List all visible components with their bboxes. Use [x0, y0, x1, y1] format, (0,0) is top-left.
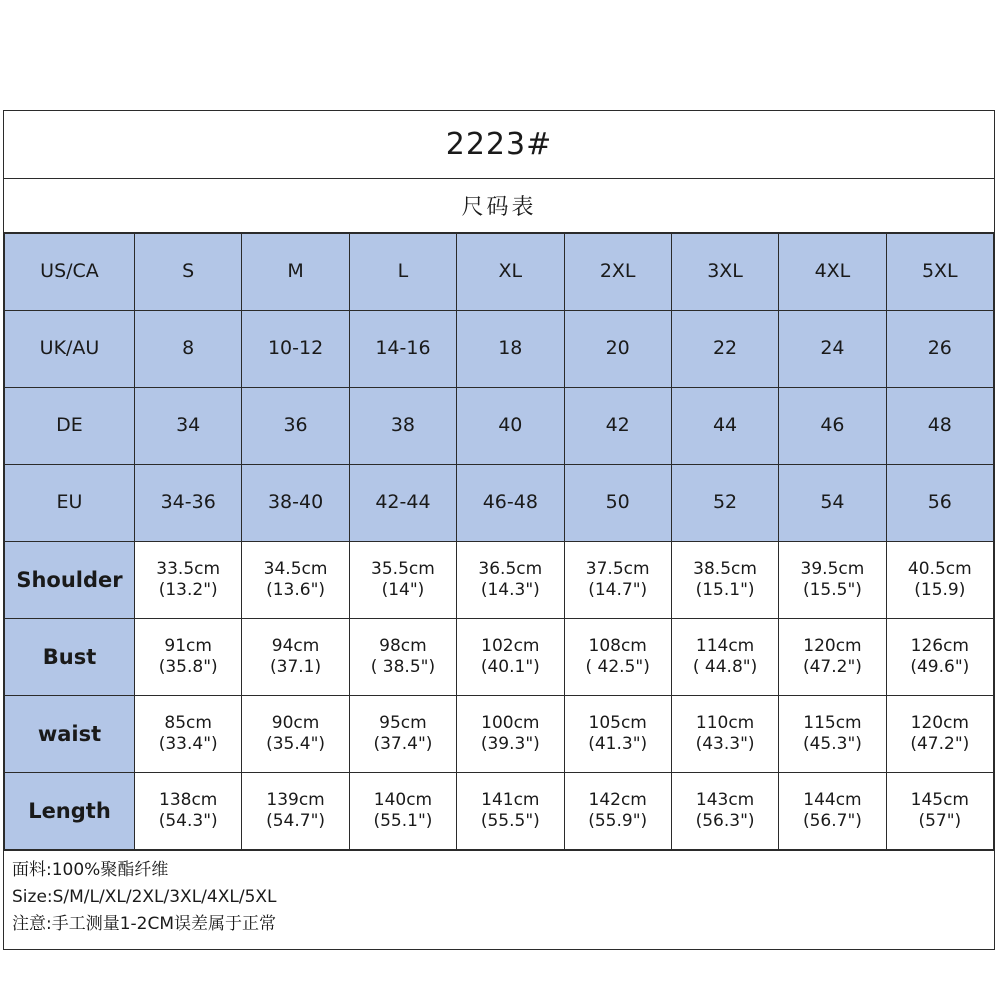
value-cm: 34.5cm — [263, 558, 328, 579]
cell-length-6 — [779, 773, 886, 850]
cell-ukau-0: 8 — [135, 311, 242, 388]
table-row-shoulder — [5, 542, 994, 619]
cell-de-0: 34 — [135, 388, 242, 465]
value-cm: 33.5cm — [156, 558, 221, 579]
cell-shoulder-6 — [779, 542, 886, 619]
row-label-usca: US/CA — [5, 234, 135, 311]
cell-de-3: 40 — [457, 388, 564, 465]
value-inch: (43.3") — [695, 734, 755, 754]
cell-de-5: 44 — [671, 388, 778, 465]
value-inch: (14") — [381, 580, 425, 600]
cell-bust-4 — [564, 619, 671, 696]
cell-usca-2: L — [349, 234, 456, 311]
cell-usca-7: 5XL — [886, 234, 993, 311]
cell-eu-5: 52 — [671, 465, 778, 542]
row-label-de: DE — [5, 388, 135, 465]
cell-de-4: 42 — [564, 388, 671, 465]
cell-shoulder-5 — [671, 542, 778, 619]
table-row-length — [5, 773, 994, 850]
table-row-bust — [5, 619, 994, 696]
cell-length-5 — [671, 773, 778, 850]
value-cm: 114cm — [695, 635, 755, 656]
cell-de-1: 36 — [242, 388, 349, 465]
note-fabric: 面料:100%聚酯纤维 — [12, 860, 169, 880]
cell-usca-3: XL — [457, 234, 564, 311]
value-inch: (15.5") — [802, 580, 862, 600]
cell-waist-7 — [886, 696, 993, 773]
value-cm: 139cm — [266, 789, 325, 810]
cell-shoulder-4 — [564, 542, 671, 619]
cell-length-1 — [242, 773, 349, 850]
cell-waist-6 — [779, 696, 886, 773]
cell-length-0 — [135, 773, 242, 850]
value-cm: 85cm — [164, 712, 212, 733]
cell-eu-2: 42-44 — [349, 465, 456, 542]
value-inch: (37.1) — [270, 657, 322, 677]
value-cm: 126cm — [910, 635, 969, 656]
note-measurement-tolerance: 注意:手工测量1-2CM误差属于正常 — [12, 914, 277, 935]
value-inch: ( 38.5") — [370, 657, 436, 677]
cell-waist-1 — [242, 696, 349, 773]
cell-usca-4: 2XL — [564, 234, 671, 311]
cell-usca-0: S — [135, 234, 242, 311]
value-inch: (55.9") — [588, 811, 648, 831]
value-cm: 144cm — [803, 789, 862, 810]
cell-ukau-7: 26 — [886, 311, 993, 388]
size-table — [4, 233, 994, 850]
value-inch: (49.6") — [910, 657, 970, 677]
cell-length-4 — [564, 773, 671, 850]
value-inch: (14.7") — [588, 580, 648, 600]
cell-eu-6: 54 — [779, 465, 886, 542]
value-inch: (15.1") — [695, 580, 755, 600]
value-inch: (54.7") — [266, 811, 326, 831]
cell-bust-5 — [671, 619, 778, 696]
value-inch: ( 42.5") — [585, 657, 650, 677]
cell-waist-2 — [349, 696, 456, 773]
row-label-bust: Bust — [5, 619, 135, 696]
value-cm: 140cm — [373, 789, 433, 810]
cell-eu-1: 38-40 — [242, 465, 349, 542]
cell-shoulder-7 — [886, 542, 993, 619]
table-row-waist — [5, 696, 994, 773]
cell-waist-0 — [135, 696, 242, 773]
row-label-ukau: UK/AU — [5, 311, 135, 388]
cell-de-6: 46 — [779, 388, 886, 465]
value-inch: (45.3") — [802, 734, 862, 754]
cell-bust-2 — [349, 619, 456, 696]
value-cm: 98cm — [379, 635, 427, 656]
table-row-de — [5, 388, 994, 465]
value-cm: 108cm — [588, 635, 647, 656]
value-inch: (57") — [918, 811, 962, 831]
value-inch: (55.1") — [373, 811, 433, 831]
value-cm: 38.5cm — [693, 558, 757, 579]
cell-usca-6: 4XL — [779, 234, 886, 311]
cell-waist-3 — [457, 696, 564, 773]
cell-bust-3 — [457, 619, 564, 696]
value-cm: 105cm — [588, 712, 647, 733]
value-inch: (35.4") — [266, 734, 326, 754]
value-inch: (33.4") — [158, 734, 218, 754]
cell-ukau-6: 24 — [779, 311, 886, 388]
value-cm: 141cm — [481, 789, 540, 810]
cell-ukau-2: 14-16 — [349, 311, 456, 388]
value-cm: 143cm — [695, 789, 755, 810]
value-cm: 145cm — [910, 789, 969, 810]
value-cm: 115cm — [803, 712, 862, 733]
value-inch: (13.6") — [266, 580, 326, 600]
cell-eu-7: 56 — [886, 465, 993, 542]
cell-shoulder-1 — [242, 542, 349, 619]
cell-ukau-5: 22 — [671, 311, 778, 388]
document-subtitle-row — [4, 179, 994, 233]
cell-usca-5: 3XL — [671, 234, 778, 311]
cell-ukau-1: 10-12 — [242, 311, 349, 388]
table-row-usca — [5, 234, 994, 311]
note-sizes: Size:S/M/L/XL/2XL/3XL/4XL/5XL — [12, 887, 277, 908]
value-cm: 138cm — [159, 789, 218, 810]
row-label-length: Length — [5, 773, 135, 850]
footer-notes — [4, 850, 994, 949]
cell-bust-0 — [135, 619, 242, 696]
value-cm: 110cm — [695, 712, 755, 733]
cell-ukau-4: 20 — [564, 311, 671, 388]
cell-waist-4 — [564, 696, 671, 773]
page-subtitle: 尺码表 — [461, 195, 537, 220]
cell-eu-0: 34-36 — [135, 465, 242, 542]
table-row-eu — [5, 465, 994, 542]
cell-length-2 — [349, 773, 456, 850]
cell-shoulder-3 — [457, 542, 564, 619]
row-label-waist: waist — [5, 696, 135, 773]
cell-shoulder-2 — [349, 542, 456, 619]
value-inch: (54.3") — [158, 811, 218, 831]
cell-de-2: 38 — [349, 388, 456, 465]
value-inch: (37.4") — [373, 734, 433, 754]
value-inch: (39.3") — [480, 734, 540, 754]
value-cm: 91cm — [164, 635, 212, 656]
cell-shoulder-0 — [135, 542, 242, 619]
cell-length-3 — [457, 773, 564, 850]
value-inch: (41.3") — [588, 734, 648, 754]
value-inch: (56.3") — [695, 811, 755, 831]
cell-ukau-3: 18 — [457, 311, 564, 388]
row-label-shoulder: Shoulder — [5, 542, 135, 619]
cell-bust-6 — [779, 619, 886, 696]
value-cm: 90cm — [271, 712, 320, 733]
value-inch: (47.2") — [802, 657, 862, 677]
value-inch: (56.7") — [802, 811, 862, 831]
value-cm: 120cm — [803, 635, 862, 656]
value-cm: 35.5cm — [371, 558, 435, 579]
value-inch: ( 44.8") — [692, 657, 758, 677]
value-inch: (55.5") — [480, 811, 540, 831]
page-title: 2223# — [445, 127, 553, 162]
size-chart-sheet — [3, 110, 995, 950]
value-cm: 36.5cm — [478, 558, 543, 579]
document-title-row — [4, 111, 994, 179]
value-inch: (14.3") — [480, 580, 540, 600]
value-inch: (47.2") — [910, 734, 970, 754]
value-cm: 100cm — [481, 712, 540, 733]
cell-bust-7 — [886, 619, 993, 696]
value-cm: 39.5cm — [800, 558, 865, 579]
value-inch: (15.9) — [914, 580, 966, 600]
value-cm: 102cm — [481, 635, 540, 656]
table-row-ukau — [5, 311, 994, 388]
value-cm: 94cm — [271, 635, 320, 656]
value-cm: 142cm — [588, 789, 647, 810]
row-label-eu: EU — [5, 465, 135, 542]
cell-de-7: 48 — [886, 388, 993, 465]
value-cm: 120cm — [910, 712, 969, 733]
cell-length-7 — [886, 773, 993, 850]
value-inch: (40.1") — [480, 657, 540, 677]
cell-bust-1 — [242, 619, 349, 696]
value-inch: (13.2") — [158, 580, 218, 600]
value-inch: (35.8") — [158, 657, 218, 677]
cell-eu-3: 46-48 — [457, 465, 564, 542]
cell-usca-1: M — [242, 234, 349, 311]
cell-eu-4: 50 — [564, 465, 671, 542]
value-cm: 37.5cm — [585, 558, 650, 579]
value-cm: 95cm — [379, 712, 427, 733]
cell-waist-5 — [671, 696, 778, 773]
value-cm: 40.5cm — [907, 558, 972, 579]
